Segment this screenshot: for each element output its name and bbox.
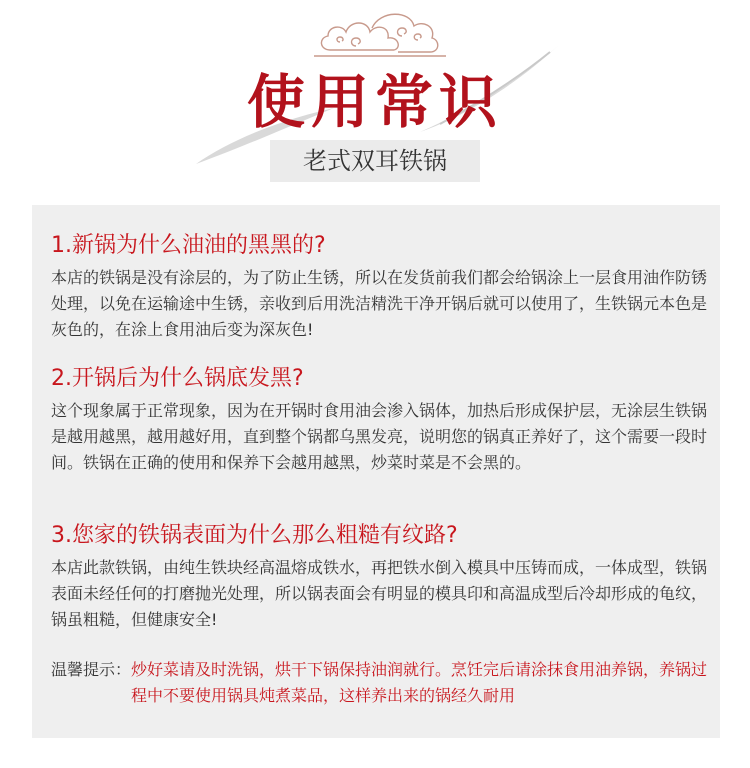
faq-question: 3.您家的铁锅表面为什么那么粗糙有纹路? xyxy=(51,523,458,548)
faq-section-2 xyxy=(51,364,711,476)
faq-section-1 xyxy=(51,231,711,343)
faq-answer: 这个现象属于正常现象，因为在开锅时食用油会渗入锅体，加热后形成保护层，无涂层生铁锅是越用越黑，越用越好用，直到整个锅都乌黑发亮，说明您的锅真正养好了，这个需要一段时间。铁锅在正确的使用和保养下会越用越黑，炒菜时菜是不会黑的。 xyxy=(51,401,708,472)
faq-panel xyxy=(32,205,720,738)
tip-label: 温馨提示： xyxy=(51,660,132,679)
faq-answer: 本店此款铁锅，由纯生铁块经高温熔成铁水，再把铁水倒入模具中压铸而成，一体成型，铁锅表面未经任何的打磨抛光处理，所以锅表面会有明显的模具印和高温成型后冷却形成的龟纹，锅虽粗糙，但健康安全! xyxy=(51,558,708,629)
tip-text: 炒好菜请及时洗锅，烘干下锅保持油润就行。烹饪完后请涂抹食用油养锅，养锅过程中不要使用锅具炖煮菜品，这样养出来的锅经久耐用 xyxy=(131,660,708,705)
subtitle-banner xyxy=(270,140,480,182)
page-title: 使用常识 xyxy=(246,68,503,136)
faq-question: 2.开锅后为什么锅底发黑? xyxy=(51,366,304,391)
faq-answer: 本店的铁锅是没有涂层的，为了防止生锈，所以在发货前我们都会给锅涂上一层食用油作防锈处理，以免在运输途中生锈，亲收到后用洗洁精洗干净开锅后就可以使用了，生铁锅元本色是灰色的，在涂上食用油后变为深灰色! xyxy=(51,268,708,339)
page-subtitle: 老式双耳铁锅 xyxy=(303,147,447,175)
faq-question: 1.新锅为什么油油的黑黑的? xyxy=(51,233,326,258)
header xyxy=(0,0,750,205)
faq-section-3 xyxy=(51,521,711,633)
